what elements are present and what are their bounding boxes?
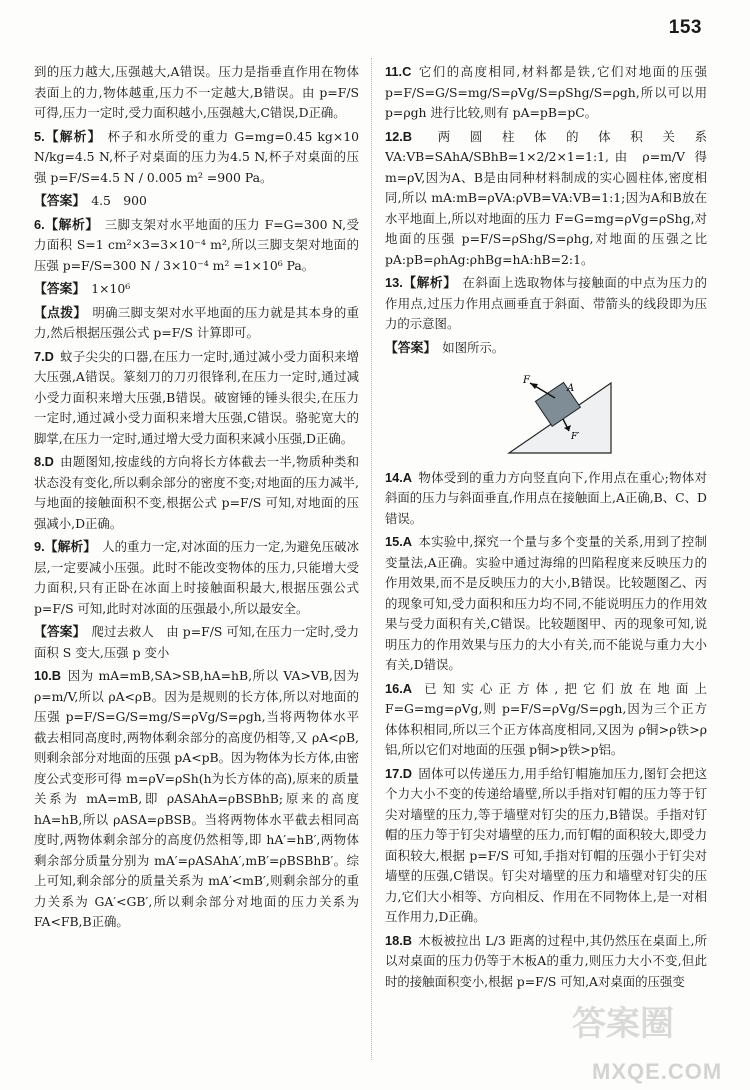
entry-label: 16.A	[385, 680, 413, 696]
incline-diagram-svg	[505, 361, 615, 457]
entry-label: 6.【解析】	[34, 216, 99, 232]
entry-text: 4.5 900	[91, 193, 147, 208]
entry-text: 物体受到的重力方向竖直向下,作用点在重心;物体对斜面的压力与斜面垂直,作用点在接触面上,A正确,B、C、D错误。	[385, 469, 707, 526]
answer-entry	[34, 622, 359, 663]
entry-label: 8.D	[34, 454, 54, 469]
right-column	[385, 62, 707, 1090]
force-arrow-head	[530, 383, 538, 389]
entry-text: 1×10⁶	[91, 281, 131, 296]
entry-text: 杯子和水所受的重力 G=mg=0.45 kg×10 N/kg=4.5 N,杯子对桌面的压力为4.5 N,杯子对桌面的压强 p=F/S=4.5 N / 0.005 m² =900 Pa。	[34, 128, 359, 185]
entry-text: 如图所示。	[442, 339, 505, 355]
column-divider	[371, 58, 372, 1060]
watermark-logo	[562, 1004, 732, 1084]
entry-text: 由题图知,按虚线的方向将长方体截去一半,物质种类和状态没有变化,所以剩余部分的密度不变;对地面的压力减半,与地面的接触面积不变,根据公式 p=F/S 可知,对地面的压强减小,D正确。	[34, 454, 359, 531]
entry-text: 固体可以传递压力,用手给钉帽施加压力,图钉会把这个力大小不变的传递给墙壁,所以手指对钉帽的压力等于钉尖对墙壁的压力,等于墙壁对钉尖的压力,B错误。手指对钉帽的压力等于钉尖对墙壁的压力,而钉帽的面积较大,即受力面积较大,根据 p=F/S 可知,手指对钉帽的压强小于钉尖对墙壁的压强,C错误。钉尖对墙壁的压力和墙壁对钉尖的压力,它们大小相等、方向相反、作用在不同物体上,是一对相互作用力,D正确。	[385, 765, 707, 924]
entry-label: 9.【解析】	[34, 539, 97, 554]
entry-label: 15.A	[385, 534, 413, 549]
entry-text: 三脚支架对水平地面的压力 F=G=300 N,受力面积 S=1 cm²×3=3×10⁻⁴ m²,所以三脚支架对地面的压强 p=F/S=300 N / 3×10⁻⁴ m² =1×10⁶ Pa。	[34, 216, 359, 273]
entry-label: 11.C	[385, 64, 412, 79]
answer-entry	[385, 468, 707, 530]
answer-entry	[385, 931, 707, 993]
answer-entry	[34, 215, 359, 277]
entry-text: 蚊子尖尖的口器,在压力一定时,通过减小受力面积来增大压强,A错误。篆刻刀的刀刃很锋利,在压力一定时,通过减小受力面积来增大压强,B错误。破窗锤的锤头很尖,在压力一定时,通过减小受力面积来增大压强,C错误。骆驼宽大的脚掌,在压力一定时,通过增大受力面积来减小压强,D正确。	[34, 348, 359, 446]
answer-entry	[34, 666, 359, 933]
answer-entry	[34, 191, 359, 212]
entry-text: 在斜面上选取物体与接触面的中点为压力的作用点,过压力作用点画垂直于斜面、带箭头的线段即为压力的示意图。	[385, 275, 707, 331]
entry-text: 爬过去救人 由 p=F/S 可知,在压力一定时,受力面积 S 变大,压强 p 变小	[34, 624, 359, 660]
entry-text: 因为 mA=mB,SA>SB,hA=hB,所以 VA>VB,因为 ρ=m/V,所以 ρA<ρB。因为是规则的长方体,所以对地面的压强 p=F/S=G/S=mg/S=ρVg/S=ρgh,当将两物体水平截去相同高度时,两物体剩余部分的高度仍相等,又 ρA<ρB,则剩余部分对地面的压强 pA<pB。因为物体为长方体,由密度公式变形可得 m=ρV=ρSh(h为长方体的高),原来的质量关系为 mA=mB,即 ρASAhA=ρBSBhB;原来的高度 hA=hB,所以 ρASA=ρBSB。当将两物体水平截去相同高度时,两物体剩余部分的高度仍然相等,即 hA′=hB′,两物体剩余部分质量分别为 mA′=ρASAhA′,mB′=ρBSBhB′。综上可知,剩余部分的质量关系为 mA′<mB′,则剩余部分的重力关系为 GA′<GB′,所以剩余部分对地面的压力关系为 FA<FB,B正确。	[34, 668, 359, 929]
answer-entry	[385, 679, 707, 761]
entry-label: 14.A	[385, 469, 413, 485]
entry-label: 10.B	[34, 668, 62, 683]
entry-label: 13.【解析】	[385, 275, 457, 290]
answer-entry	[385, 338, 707, 359]
entry-text: 人的重力一定,对冰面的压力一定,为避免压破冰层,一定要减小压强。此时不能改变物体的压力,只能增大受力面积,只有正卧在冰面上时接触面积最大,根据压强公式 p=F/S 可知,此时对冰面的压强最小,所以最安全。	[34, 539, 359, 616]
watermark-text: MXQE.COM	[592, 1058, 723, 1084]
answer-entry	[385, 127, 707, 271]
answer-entry	[34, 537, 359, 619]
entry-label: 【答案】	[385, 339, 437, 355]
entry-label: 12.B	[385, 128, 413, 144]
watermark-cn: 答案圈	[572, 1004, 674, 1044]
answer-entry	[385, 764, 707, 928]
answer-entry	[385, 273, 707, 335]
answer-entry	[34, 127, 359, 189]
answer-entry	[34, 452, 359, 534]
entry-label: 【答案】	[34, 624, 86, 639]
entry-label: 17.D	[385, 765, 413, 781]
entry-label: 18.B	[385, 932, 413, 948]
answer-entry	[385, 62, 707, 124]
entry-text: 到的压力越大,压强越大,A错误。压力是指垂直作用在物体表面上的力,物体越重,压力不一定越大,B错误。由 p=F/S 可得,压力一定时,受力面积越小,压强越大,C错误,D正确。	[34, 64, 359, 120]
incline-diagram	[385, 361, 707, 464]
entry-text: 它们的高度相同,材料都是铁,它们对地面的压强 p=F/S=G/S=mg/S=ρVg/S=ρShg/S=ρgh,所以可以用 p=ρgh 进行比较,则有 pA=pB=pC。	[385, 64, 707, 120]
answer-entry	[34, 303, 359, 344]
answer-entry	[34, 347, 359, 450]
entry-text: 木板被拉出 L/3 距离的过程中,其仍然压在桌面上,所以对桌面的压力仍等于木板A的重力,则压力大小不变,但此时的接触面积变小,根据 p=F/S 可知,A对桌面的压强变	[385, 932, 707, 989]
entry-text: 已知实心正方体,把它们放在地面上 F=G=mg=ρVg,则 p=F/S=ρVg/S=ρgh,因为三个正方体体积相同,所以三个正方体高度相同,又因为 ρ铜>ρ铁>ρ铝,所以它们对地面的压强 p铜>p铁>p铝。	[385, 680, 707, 757]
entry-label: 5.【解析】	[34, 128, 102, 144]
entry-label: 【点拨】	[34, 304, 87, 320]
entry-label: 7.D	[34, 348, 54, 364]
page-number: 153	[668, 17, 702, 38]
entry-text: 明确三脚支架对水平地面的压力就是其本身的重力,然后根据压强公式 p=F/S 计算即可。	[34, 304, 359, 340]
force-label: F	[523, 375, 530, 386]
block-label: A	[567, 383, 575, 394]
entry-text: 两圆柱体的体积关系 VA:VB=SAhA/SBhB=1×2/2×1=1:1,由 ρ=m/V 得 m=ρV,因为A、B是由同种材料制成的实心圆柱体,密度相同,所以 mA:mB=ρVA:ρVB=VA:VB=1:1;因为A和B放在水平地面上,所以对地面的压力 F=G=mg=ρVg=ρShg,对地面的压强 p=F/S=ρShg/S=ρhg,对地面的压强之比 pA:pB=ρhAg:ρhBg=hA:hB=2:1。	[385, 128, 707, 267]
normal-force-label: F′	[571, 432, 580, 442]
answer-entry	[34, 62, 359, 124]
entry-text: 本实验中,探究一个量与多个变量的关系,用到了控制变量法,A正确。实验中通过海绵的凹陷程度来反映压力的作用效果,而不是反映压力的大小,B错误。比较题图乙、丙的现象可知,受力面积和压力均不同,不能说明压力的作用效果与受力面积有关,C错误。比较题图甲、丙的现象可知,说明压力的作用效果与压力的大小有关,而不能说与重力大小有关,D错误。	[385, 534, 707, 672]
entry-label: 【答案】	[34, 193, 86, 208]
entry-label: 【答案】	[34, 281, 86, 296]
left-column	[34, 62, 359, 1090]
answer-entry	[34, 279, 359, 300]
answer-entry	[385, 532, 707, 676]
